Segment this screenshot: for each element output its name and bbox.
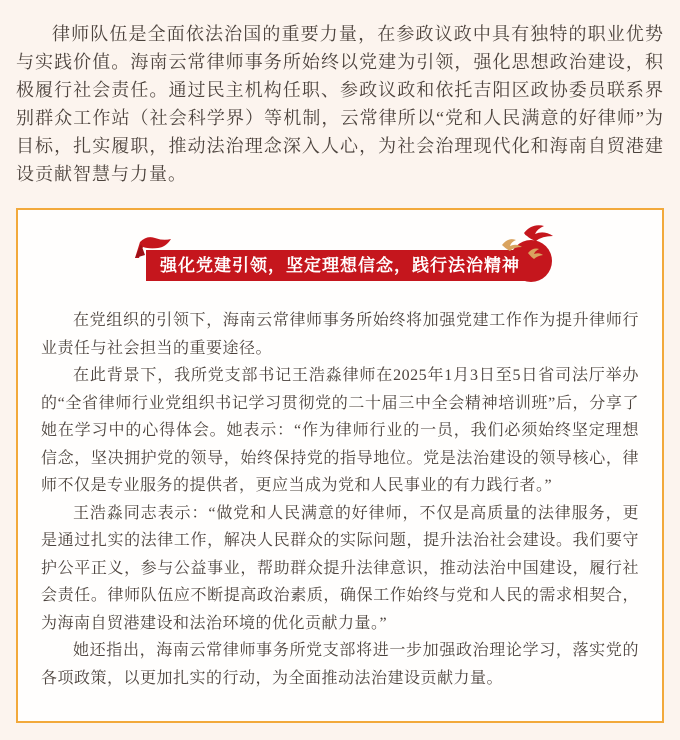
card-paragraph-3: 王浩淼同志表示：“做党和人民满意的好律师，不仅是高质量的法律服务，更是通过扎实的法律工作，解决人民群众的实际问题，提升法治社会建设。我们要守护公平正义，参与公益事业，帮助群众提升法律意识，推动法治中国建设，履行社会责任。律师队伍应不断提高政治素质，确保工作始终与党和人民的需求相契合，为海南自贸港建设和法治环境的优化贡献力量。” [41, 504, 639, 632]
red-flag-ribbon-icon [130, 234, 174, 262]
content-card [16, 208, 664, 723]
card-paragraph-1: 在党组织的引领下，海南云常律师事务所始终将加强党建工作作为提升律师行业责任与社会担当的重要途径。 [41, 312, 639, 357]
card-paragraph-4: 她还指出，海南云常律师事务所党支部将进一步加强政治理论学习，落实党的各项政策，以更加扎实的行动，为全面推动法治建设贡献力量。 [41, 642, 639, 687]
card-paragraph-2: 在此背景下，我所党支部书记王浩淼律师在2025年1月3日至5日省司法厅举办的“全省律师行业党组织书记学习贯彻党的二十届三中全会精神培训班”后，分享了她在学习中的心得体会。她表示：“作为律师行业的一员，我们必须始终坚定理想信念，坚决拥护党的领导，始终保持党的指导地位。党是法治建设的领导核心，律师不仅是专业服务的提供者，更应当成为党和人民事业的有力践行者。” [41, 367, 639, 494]
banner-title: 强化党建引领，坚定理想信念，践行法治精神 [146, 250, 534, 281]
section-banner [146, 250, 534, 281]
flying-doves-icon [494, 223, 558, 267]
intro-paragraph: 律师队伍是全面依法治国的重要力量，在参政议政中具有独特的职业优势与实践价值。海南云常律师事务所始终以党建为引领，强化思想政治建设，积极履行社会责任。通过民主机构任职、参政议政和依托吉阳区政协委员联系界别群众工作站（社会科学界）等机制，云常律所以“党和人民满意的好律师”为目标，扎实履职，推动法治理念深入人心，为社会治理现代化和海南自贸港建设贡献智慧与力量。 [16, 24, 664, 184]
